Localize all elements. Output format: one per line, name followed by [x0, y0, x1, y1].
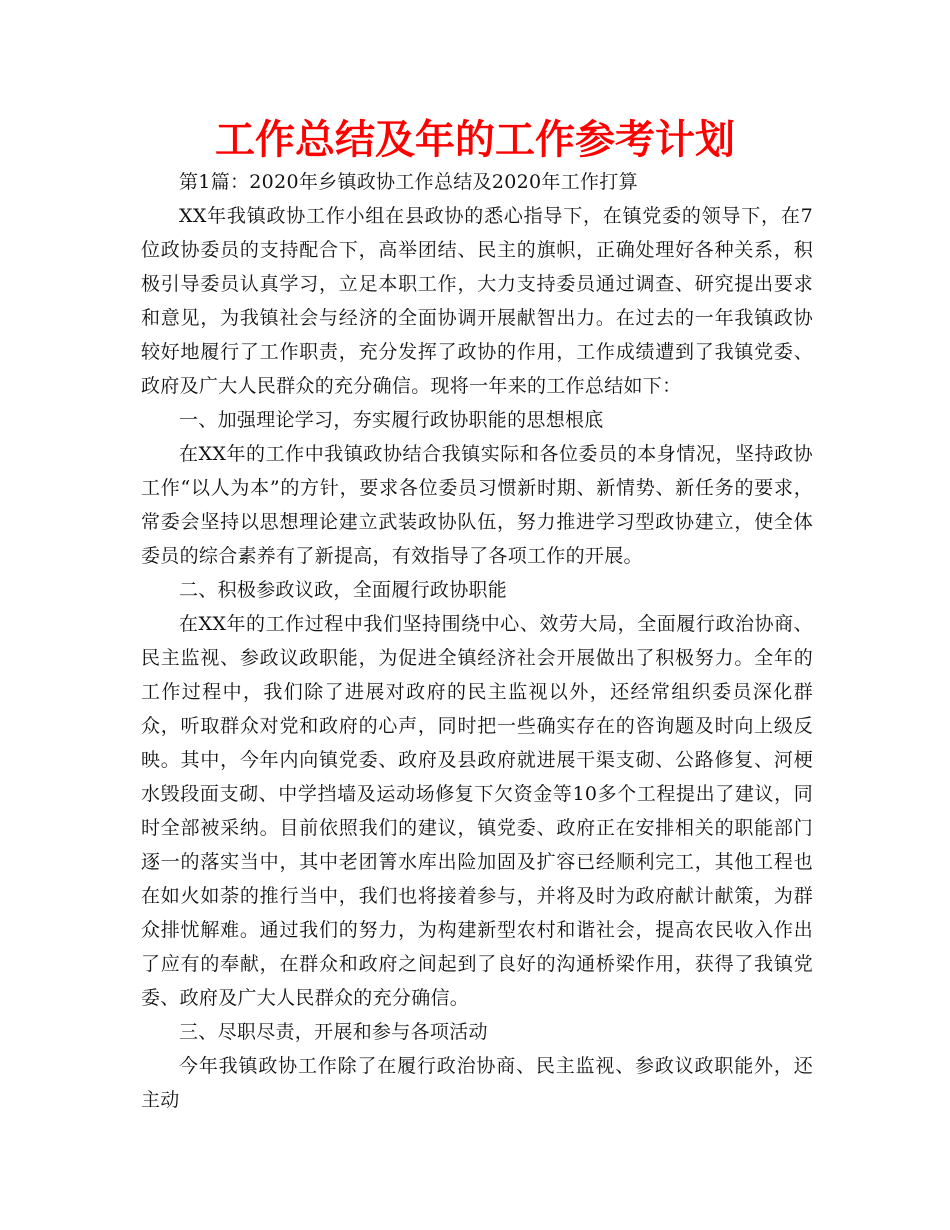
- document-title: 工作总结及年的工作参考计划: [215, 117, 735, 163]
- paragraph-section-2: 在XX年的工作过程中我们坚持围绕中心、效劳大局，全面履行政治协商、民主监视、参政议政职能，为促进全镇经济社会开展做出了积极努力。全年的工作过程中，我们除了进展对政府的民主监视以外，还经常组织委员深化群众，听取群众对党和政府的心声，同时把一些确实存在的咨询题及时向上级反映。其中，今年内向镇党委、政府及县政府就进展干渠支砌、公路修复、河梗水毁段面支砌、中学挡墙及运动场修复下欠资金等10多个工程提出了建议，同时全部被采纳。目前依照我们的建议，镇党委、政府正在安排相关的职能部门逐一的落实当中，其中老团箐水库出险加固及扩容已经顺利完工，其他工程也在如火如荼的推行当中，我们也将接着参与，并将及时为政府献计献策，为群众排忧解难。通过我们的努力，为构建新型农村和谐社会，提高农民收入作出了应有的奉献，在群众和政府之间起到了良好的沟通桥梁作用，获得了我镇党委、政府及广大人民群众的充分确信。: [141, 613, 813, 1009]
- document-body: [141, 165, 813, 1117]
- document-subtitle: 第1篇：2020年乡镇政协工作总结及2020年工作打算: [179, 171, 638, 193]
- paragraph-section-1: 在XX年的工作中我镇政协结合我镇实际和各位委员的本身情况，坚持政协工作“以人为本”的方针，要求各位委员习惯新时期、新情势、新任务的要求，常委会坚持以思想理论建立武装政协队伍，努力推进学习型政协建立，使全体委员的综合素养有了新提高，有效指导了各项工作的开展。: [141, 443, 813, 567]
- paragraph-intro: XX年我镇政协工作小组在县政协的悉心指导下，在镇党委的领导下，在7位政协委员的支持配合下，高举团结、民主的旗帜，正确处理好各种关系，积极引导委员认真学习，立足本职工作，大力支持委员通过调查、研究提出要求和意见，为我镇社会与经济的全面协调开展献智出力。在过去的一年我镇政协较好地履行了工作职责，充分发挥了政协的作用，工作成绩遭到了我镇党委、政府及广大人民群众的充分确信。现将一年来的工作总结如下：: [141, 205, 813, 397]
- section-heading-1: 一、加强理论学习，夯实履行政协职能的思想根底: [179, 409, 604, 431]
- section-heading-2: 二、积极参政议政，全面履行政协职能: [179, 579, 508, 601]
- paragraph-section-3: 今年我镇政协工作除了在履行政治协商、民主监视、参政议政职能外，还主动: [141, 1055, 813, 1111]
- section-heading-3: 三、尽职尽责，开展和参与各项活动: [179, 1021, 488, 1043]
